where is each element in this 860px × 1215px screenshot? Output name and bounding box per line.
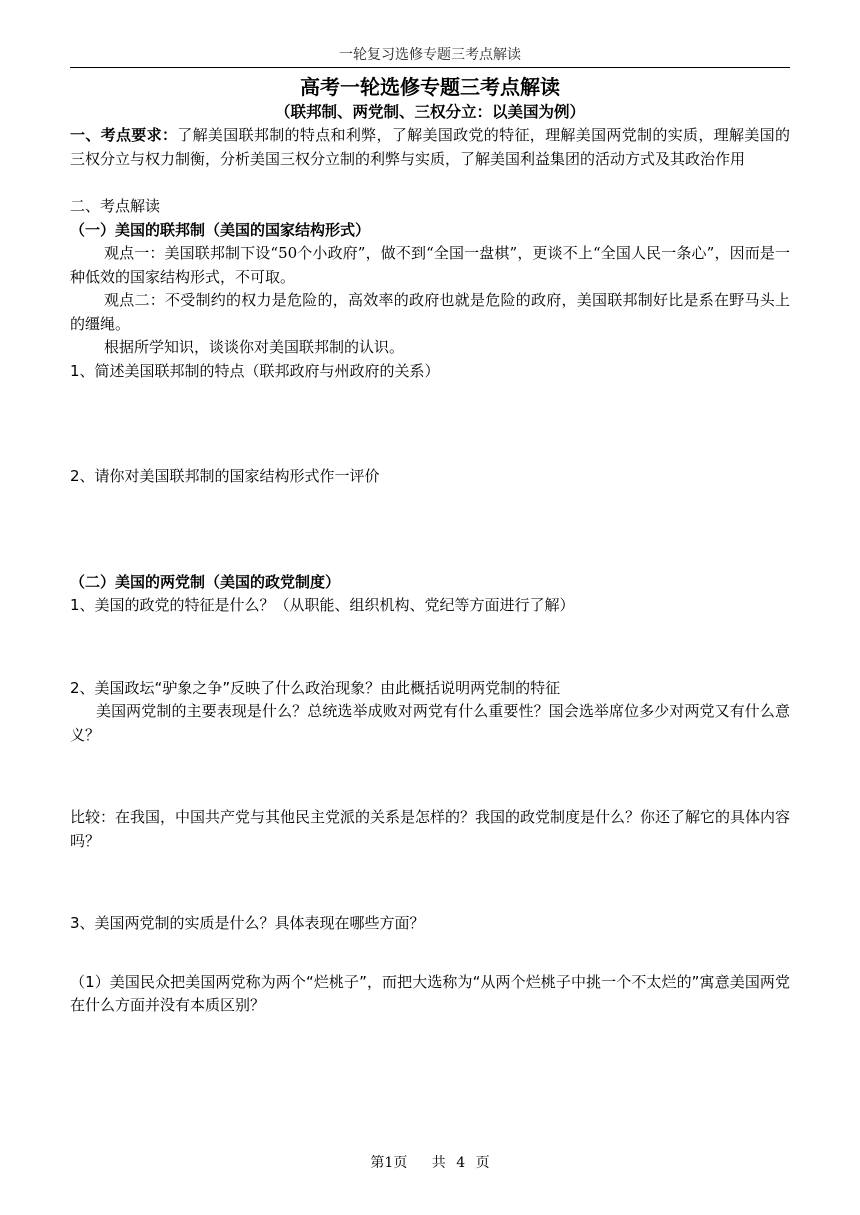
part1-question-1: 1、简述美国联邦制的特点（联邦政府与州政府的关系） — [70, 361, 440, 380]
answer-space — [70, 383, 790, 465]
answer-space — [70, 936, 790, 971]
answer-space — [70, 489, 790, 571]
page-footer: 第1页 共 4 页 — [370, 1155, 490, 1171]
part1-heading: （一）美国的联邦制（美国的国家结构形式） — [70, 220, 371, 239]
spacer — [70, 171, 790, 195]
part1-question-2: 2、请你对美国联邦制的国家结构形式作一评价 — [70, 467, 380, 485]
requirements-heading: 一、考点要求： — [70, 126, 178, 144]
part2-heading: （二）美国的两党制（美国的政党制度） — [70, 572, 341, 591]
part2-question-3: 3、美国两党制的实质是什么？具体表现在哪些方面？ — [70, 914, 425, 932]
view-two: 观点二：不受制约的权力是危险的，高效率的政府也就是危险的政府，美国联邦制好比是系在野马头上的缰绳。 — [70, 291, 790, 333]
requirements-text: 了解美国联邦制的特点和利弊，了解美国政党的特征，理解美国两党制的实质，理解美国的三权分立与权力制衡，分析美国三权分立制的利弊与实质，了解美国利益集团的活动方式及其政治作用 — [70, 126, 790, 168]
discussion-prompt: 根据所学知识，谈谈你对美国联邦制的认识。 — [104, 338, 405, 356]
document-body — [70, 74, 790, 1018]
section2-heading: 二、考点解读 — [70, 197, 161, 215]
part2-question-2: 2、美国政坛“驴象之争”反映了什么政治现象？由此概括说明两党制的特征 — [70, 678, 561, 697]
header-divider — [70, 67, 790, 68]
answer-space — [70, 747, 790, 806]
part2-question-3-1: （1）美国民众把美国两党称为两个“烂桃子”，而把大选称为“从两个烂桃子中挑一个不太烂的”寓意美国两党在什么方面并没有本质区别？ — [70, 972, 790, 1014]
answer-space — [70, 618, 790, 677]
document-title: 高考一轮选修专题三考点解读 — [300, 75, 560, 99]
comparison-question: 比较：在我国，中国共产党与其他民主党派的关系是怎样的？我国的政党制度是什么？你还了解它的具体内容吗？ — [70, 808, 791, 850]
exam-requirements — [70, 124, 790, 171]
answer-space — [70, 853, 790, 912]
part2-question-1: 1、美国的政党的特征是什么？（从职能、组织机构、党纪等方面进行了解） — [70, 596, 575, 614]
view-one: 观点一：美国联邦制下设“50个小政府”，做不到“全国一盘棋”，更谈不上“全国人民一条心”，因而是一种低效的国家结构形式，不可取。 — [70, 244, 790, 286]
document-subtitle: （联邦制、两党制、三权分立：以美国为例） — [274, 103, 585, 121]
running-header: 一轮复习选修专题三考点解读 — [339, 47, 521, 63]
part2-question-2-sub: 美国两党制的主要表现是什么？总统选举成败对两党有什么重要性？国会选举席位多少对两党又有什么意义？ — [70, 702, 790, 744]
